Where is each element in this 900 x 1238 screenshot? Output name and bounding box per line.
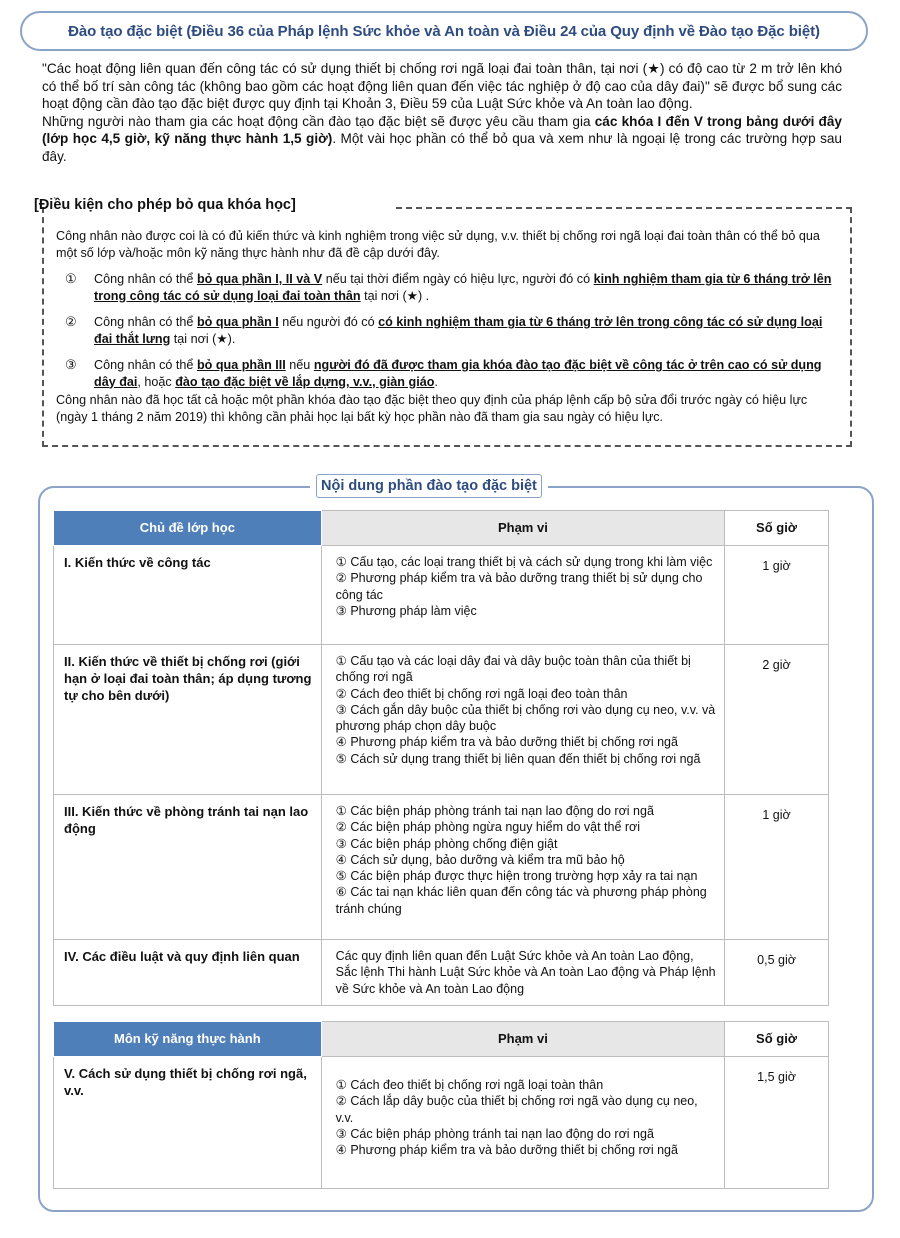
scope-item: ④ Phương pháp kiểm tra và bảo dưỡng thiết bị chống rơi ngã <box>335 1143 678 1158</box>
condition-emphasis: bỏ qua phần III <box>196 358 286 372</box>
condition-emphasis: có kinh nghiệm tham gia từ 6 tháng trở lên trong công tác có sử dụng loại đai thắt lưng <box>94 315 823 346</box>
scope-item: ② Cách đeo thiết bị chống rơi ngã loại đeo toàn thân <box>335 686 628 701</box>
condition-text: , hoặc <box>137 374 176 389</box>
row-scope <box>321 645 724 795</box>
table-row <box>54 546 829 645</box>
condition-text: tại nơi (★) . <box>360 288 430 303</box>
row-hours: 1,5 giờ <box>725 1057 829 1189</box>
conditions-title: [Điều kiện cho phép bỏ qua khóa học] <box>34 197 296 213</box>
row-hours: 1 giờ <box>725 546 829 645</box>
scope-item: ③ Cách gắn dây buộc của thiết bị chống rơi vào dụng cụ neo, v.v. và phương pháp chọn dây buộc <box>335 702 716 734</box>
intro-paragraph-2 <box>42 113 842 166</box>
scope-item: ④ Phương pháp kiểm tra và bảo dưỡng thiết bị chống rơi ngã <box>335 735 678 750</box>
conditions-final-note: Công nhân nào đã học tất cả hoặc một phần khóa đào tạo đặc biệt theo quy định của pháp lệnh cấp bộ sửa đổi trước ngày có hiệu lực (ngày 1 tháng 2 năm 2019) thì không cần phải học lại bất kỳ học phần nào đã tham gia sau ngày có hiệu lực. <box>56 393 808 424</box>
scope-item: ⑥ Các tai nạn khác liên quan đến công tác và phương pháp phòng tránh chúng <box>335 885 707 916</box>
scope-item: ② Phương pháp kiểm tra và bảo dưỡng trang thiết bị sử dụng cho công tác <box>335 571 703 602</box>
page-title: Đào tạo đặc biệt (Điều 36 của Pháp lệnh Sức khỏe và An toàn và Điều 24 của Quy định về Đào tạo Đặc biệt) <box>68 22 820 40</box>
intro-p2-text: Những người nào tham gia các hoạt động cần đào tạo đặc biệt sẽ được yêu cầu tham gia <box>42 113 595 129</box>
practical-table <box>53 1021 829 1189</box>
conditions-box-top-border <box>396 207 852 209</box>
intro-paragraph-1: "Các hoạt động liên quan đến công tác có sử dụng thiết bị chống rơi ngã loại đai toàn thân, tại nơi (★) có độ cao từ 2 m trở lên khó có thể bố trí sàn công tác (không bao gồm các hoạt động liên quan đến việc tác nghiệp ở độ cao của dây đai)" sẽ được bổ sung các hoạt động cần đào tạo đặc biệt được quy định tại Khoản 3, Điều 59 của Luật Sức khỏe và An toàn lao động. <box>42 61 842 111</box>
scope-item: ② Cách lắp dây buộc của thiết bị chống rơi ngã vào dụng cụ neo, v.v. <box>335 1094 698 1125</box>
column-header-topic: Chủ đề lớp học <box>54 511 322 546</box>
table-row <box>54 1057 829 1189</box>
table-header-row <box>54 1022 829 1057</box>
scope-item: ① Cấu tạo, các loại trang thiết bị và cách sử dụng trong khi làm việc <box>335 555 713 569</box>
column-header-hours: Số giờ <box>725 1022 829 1057</box>
scope-item: Các quy định liên quan đến Luật Sức khỏe và An toàn Lao động, Sắc lệnh Thi hành Luật Sức khỏe và An toàn Lao động và Pháp lệnh về Sức khỏe và An toàn Lao động <box>335 949 716 996</box>
condition-emphasis: bỏ qua phần I <box>196 315 279 329</box>
row-topic: V. Cách sử dụng thiết bị chống rơi ngã, v.v. <box>54 1057 322 1189</box>
table-row <box>54 645 829 795</box>
row-topic: III. Kiến thức về phòng tránh tai nạn lao động <box>54 795 322 940</box>
circled-number-2: ② <box>65 314 77 329</box>
condition-item-3 <box>56 357 836 390</box>
row-scope <box>321 1057 724 1189</box>
scope-item: ① Cấu tạo và các loại dây đai và dây buộc toàn thân của thiết bị chống rơi ngã <box>335 654 691 685</box>
intro-p2-emphasis: các khóa I đến V trong bảng dưới đây (lớp học 4,5 giờ, kỹ năng thực hành 1,5 giờ) <box>42 113 842 146</box>
condition-item-1 <box>56 271 836 304</box>
row-scope <box>321 546 724 645</box>
table-row <box>54 795 829 940</box>
column-header-scope: Phạm vi <box>321 511 724 546</box>
page-title-banner <box>20 11 868 51</box>
scope-item: ④ Cách sử dụng, bảo dưỡng và kiểm tra mũ bảo hộ <box>335 852 625 867</box>
training-content-title-wrap <box>310 472 548 500</box>
scope-item: ⑤ Cách sử dụng trang thiết bị liên quan đến thiết bị chống rơi ngã <box>335 751 701 766</box>
column-header-hours: Số giờ <box>725 511 829 546</box>
classroom-table <box>53 510 829 1006</box>
scope-item: ③ Phương pháp làm việc <box>335 603 477 618</box>
row-scope <box>321 940 724 1006</box>
condition-text: Công nhân có thể <box>94 358 197 372</box>
condition-emphasis: đào tạo đặc biệt về lắp dựng, v.v., giàn giáo <box>175 374 435 389</box>
condition-item-2 <box>56 314 836 347</box>
row-scope <box>321 795 724 940</box>
row-topic: II. Kiến thức về thiết bị chống rơi (giới hạn ở loại đai toàn thân; áp dụng tương tự cho bên dưới) <box>54 645 322 795</box>
scope-item: ③ Các biện pháp phòng chống điện giật <box>335 836 558 851</box>
condition-text: nếu tại thời điểm ngày có hiệu lực, người đó có <box>322 272 594 286</box>
table-row <box>54 940 829 1006</box>
scope-item: ③ Các biện pháp phòng tránh tai nạn lao động do rơi ngã <box>335 1126 654 1141</box>
conditions-lead: Công nhân nào được coi là có đủ kiến thức và kinh nghiệm trong việc sử dụng, v.v. thiết bị chống rơi ngã loại đai toàn thân có thể bỏ qua một số lớp và/hoặc môn kỹ năng thực hành như đã đề cập dưới đây. <box>56 229 820 260</box>
condition-text: nếu người đó có <box>278 315 379 329</box>
row-hours: 1 giờ <box>725 795 829 940</box>
row-hours: 0,5 giờ <box>725 940 829 1006</box>
condition-text: nếu <box>285 358 314 372</box>
row-topic: I. Kiến thức về công tác <box>54 546 322 645</box>
condition-text: . <box>434 374 438 389</box>
row-hours: 2 giờ <box>725 645 829 795</box>
table-header-row <box>54 511 829 546</box>
scope-item: ⑤ Các biện pháp được thực hiện trong trường hợp xảy ra tai nạn <box>335 869 698 884</box>
condition-text: Công nhân có thể <box>94 315 197 329</box>
circled-number-3: ③ <box>65 357 77 372</box>
condition-emphasis: người đó đã được tham gia khóa đào tạo đặc biệt về công tác ở trên cao có sử dụng dây đai <box>94 358 822 389</box>
condition-text: tại nơi (★). <box>170 331 236 346</box>
row-topic: IV. Các điều luật và quy định liên quan <box>54 940 322 1006</box>
condition-text: Công nhân có thể <box>94 272 197 286</box>
scope-item: ① Các biện pháp phòng tránh tai nạn lao động do rơi ngã <box>335 804 654 818</box>
scope-item: ① Cách đeo thiết bị chống rơi ngã loại toàn thân <box>335 1078 604 1092</box>
condition-emphasis: bỏ qua phần I, II và V <box>196 272 323 286</box>
intro-p2-text-end: . Một vài học phần có thể bỏ qua và xem như là ngoại lệ trong các trường hợp sau đây. <box>42 131 842 164</box>
intro-section <box>42 60 842 165</box>
conditions-content <box>56 228 836 425</box>
column-header-practical: Môn kỹ năng thực hành <box>54 1022 322 1057</box>
circled-number-1: ① <box>65 271 77 286</box>
scope-item: ② Các biện pháp phòng ngừa nguy hiểm do vật thể rơi <box>335 820 641 835</box>
training-content-title: Nội dung phần đào tạo đặc biệt <box>316 474 542 498</box>
column-header-scope: Phạm vi <box>321 1022 724 1057</box>
condition-emphasis: kinh nghiệm tham gia từ 6 tháng trở lên trong công tác có sử dụng loại đai toàn thân <box>94 272 832 303</box>
